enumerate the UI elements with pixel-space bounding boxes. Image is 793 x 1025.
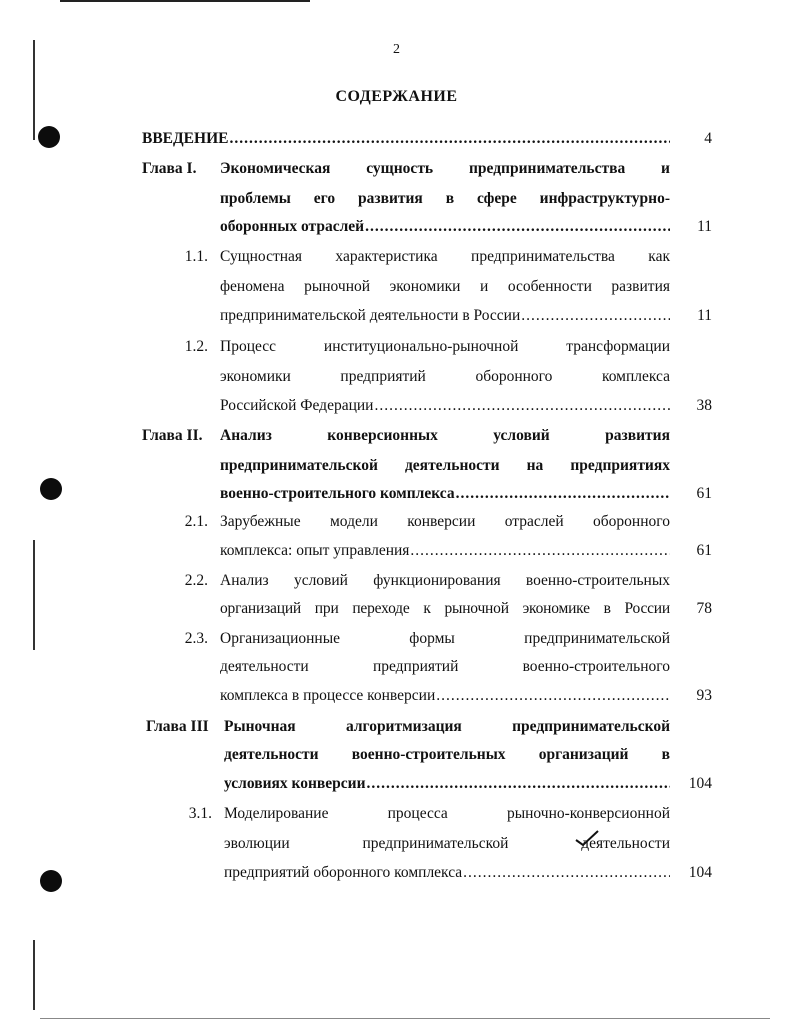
chapter1-title-line: оборонных отраслей (220, 218, 365, 235)
dot-leader (456, 483, 670, 505)
dot-leader (229, 128, 670, 150)
dot-leader (365, 216, 670, 238)
section2-3-title-line: деятельности предприятий военно-строительного (220, 658, 670, 675)
chapter2-label: Глава II. (142, 427, 203, 444)
dot-leader (374, 395, 670, 417)
chapter1-label: Глава I. (142, 160, 197, 177)
dot-leader (521, 305, 670, 327)
chapter3-page: 104 (688, 775, 712, 792)
dot-leader (436, 685, 670, 707)
chapter3-title-line: условиях конверсии (224, 775, 366, 792)
chapter2-title-line: военно-строительного комплекса (220, 485, 455, 502)
section2-1-page: 61 (696, 542, 712, 559)
section3-1-page: 104 (688, 864, 712, 881)
section1-2-label: 1.2. (184, 338, 208, 355)
section2-1-title-line: комплекса: опыт управления (220, 542, 410, 559)
section2-1-label: 2.1. (184, 513, 208, 530)
section1-2-title-line: экономики предприятий оборонного комплекса (220, 368, 670, 385)
chapter1-title-line: проблемы его развития в сфере инфраструктурно- (220, 190, 670, 207)
section2-2-label: 2.2. (184, 572, 208, 589)
toc-heading: СОДЕРЖАНИЕ (335, 88, 458, 105)
intro-title: ВВЕДЕНИЕ (142, 130, 229, 147)
section3-1-title-line: предприятий оборонного комплекса (224, 864, 463, 881)
section2-3-title-line: комплекса в процессе конверсии (220, 687, 436, 704)
section2-2-title-line: Анализ условий функционирования военно-строительных (220, 572, 670, 589)
dot-leader (463, 862, 670, 884)
section1-1-title-line: феномена рыночной экономики и особенности развития (220, 278, 670, 295)
dot-leader (410, 540, 670, 562)
intro-page: 4 (704, 130, 712, 147)
section2-1-title-line: Зарубежные модели конверсии отраслей оборонного (220, 513, 670, 530)
chapter2-title-line: предпринимательской деятельности на предприятиях (220, 457, 670, 474)
section2-3-title-line: Организационные формы предпринимательской (220, 630, 670, 647)
chapter3-title-line: деятельности военно-строительных организаций в (224, 746, 670, 763)
section3-1-label: 3.1. (188, 805, 212, 822)
section1-1-label: 1.1. (184, 248, 208, 265)
chapter3-title-line: Рыночная алгоритмизация предпринимательской (224, 718, 670, 735)
handwritten-checkmark-icon (574, 828, 600, 848)
section3-1-title-line: эволюции предпринимательской деятельности (224, 835, 670, 852)
section2-2-title-line: организаций при переходе к рыночной экономике в России (220, 600, 670, 617)
section3-1-title-line: Моделирование процесса рыночно-конверсионной (224, 805, 670, 822)
section1-1-title-line: предпринимательской деятельности в России (220, 307, 521, 324)
dot-leader (367, 773, 670, 795)
section2-2-page: 78 (696, 600, 712, 617)
chapter3-label: Глава III (146, 718, 209, 735)
section1-1-page: 11 (697, 307, 712, 324)
section2-3-label: 2.3. (184, 630, 208, 647)
chapter1-title-line: Экономическая сущность предпринимательства и (220, 160, 670, 177)
toc-entry-intro (0, 128, 793, 150)
page-number: 2 (393, 42, 400, 57)
chapter1-page: 11 (697, 218, 712, 235)
chapter2-page: 61 (696, 485, 712, 502)
section1-2-page: 38 (696, 397, 712, 414)
section1-2-title-line: Процесс институционально-рыночной трансформации (220, 338, 670, 355)
section2-3-page: 93 (696, 687, 712, 704)
section1-1-title-line: Сущностная характеристика предпринимательства как (220, 248, 670, 265)
chapter2-title-line: Анализ конверсионных условий развития (220, 427, 670, 444)
section1-2-title-line: Российской Федерации (220, 397, 374, 414)
